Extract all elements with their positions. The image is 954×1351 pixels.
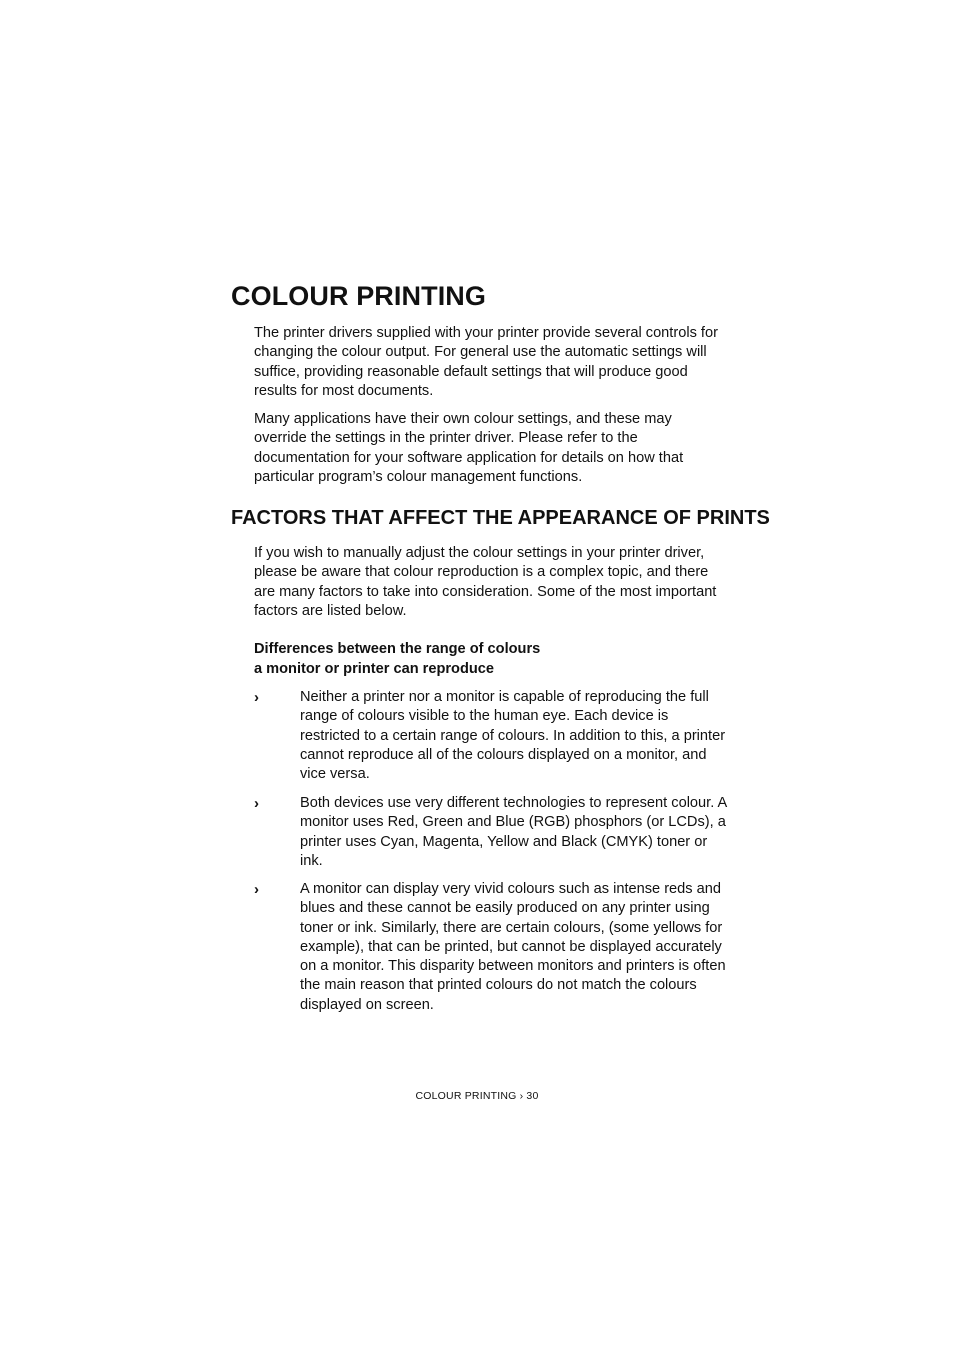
section-paragraph: If you wish to manually adjust the colour settings in your printer driver, please be aware that colour reproduction is a complex topic, and there are many factors to take into consideration. Some of the most important factors are listed below. xyxy=(254,545,717,619)
bullet-text: A monitor can display very vivid colours such as intense reds and blues and these cannot be easily produced on any printer using toner or ink. Similarly, there are certain colours, (some yellows for example), that can be printed, but cannot be displayed accurately on a monitor. This disparity between monitors and printers is often the main reason that printed colours do not match the colours displayed on screen. xyxy=(300,881,726,1013)
subheading-line-2: a monitor or printer can reproduce xyxy=(254,660,495,677)
page-title: COLOUR PRINTING xyxy=(231,281,486,311)
bullet-text: Neither a printer nor a monitor is capable of reproducing the full range of colours visible to the human eye. Each device is restricted to a certain range of colours. In addition to this, a printer cannot reproduce all of the colours displayed on a monitor, and vice versa. xyxy=(300,689,726,783)
bullet-text: Both devices use very different technologies to represent colour. A monitor uses Red, Green and Blue (RGB) phosphors (or LCDs), a printer uses Cyan, Magenta, Yellow and Black (CMYK) toner or ink. xyxy=(300,795,727,869)
bullet-marker-icon: › xyxy=(254,689,259,706)
bullet-marker-icon: › xyxy=(254,795,259,812)
bullet-marker-icon: › xyxy=(254,881,259,898)
intro-paragraph-2: Many applications have their own colour settings, and these may override the settings in the printer driver. Please refer to the documentation for your software application for details on how that particular program’s colour management functions. xyxy=(254,411,684,485)
subheading xyxy=(254,640,654,679)
subheading-line-1: Differences between the range of colours xyxy=(254,641,541,657)
intro-paragraph-1: The printer drivers supplied with your printer provide several controls for changing the colour output. For general use the automatic settings will suffice, providing reasonable default settings that will produce good results for most documents. xyxy=(254,325,718,399)
page-footer: COLOUR PRINTING › 30 xyxy=(415,1090,539,1102)
section-heading: FACTORS THAT AFFECT THE APPEARANCE OF PRINTS xyxy=(231,507,770,529)
